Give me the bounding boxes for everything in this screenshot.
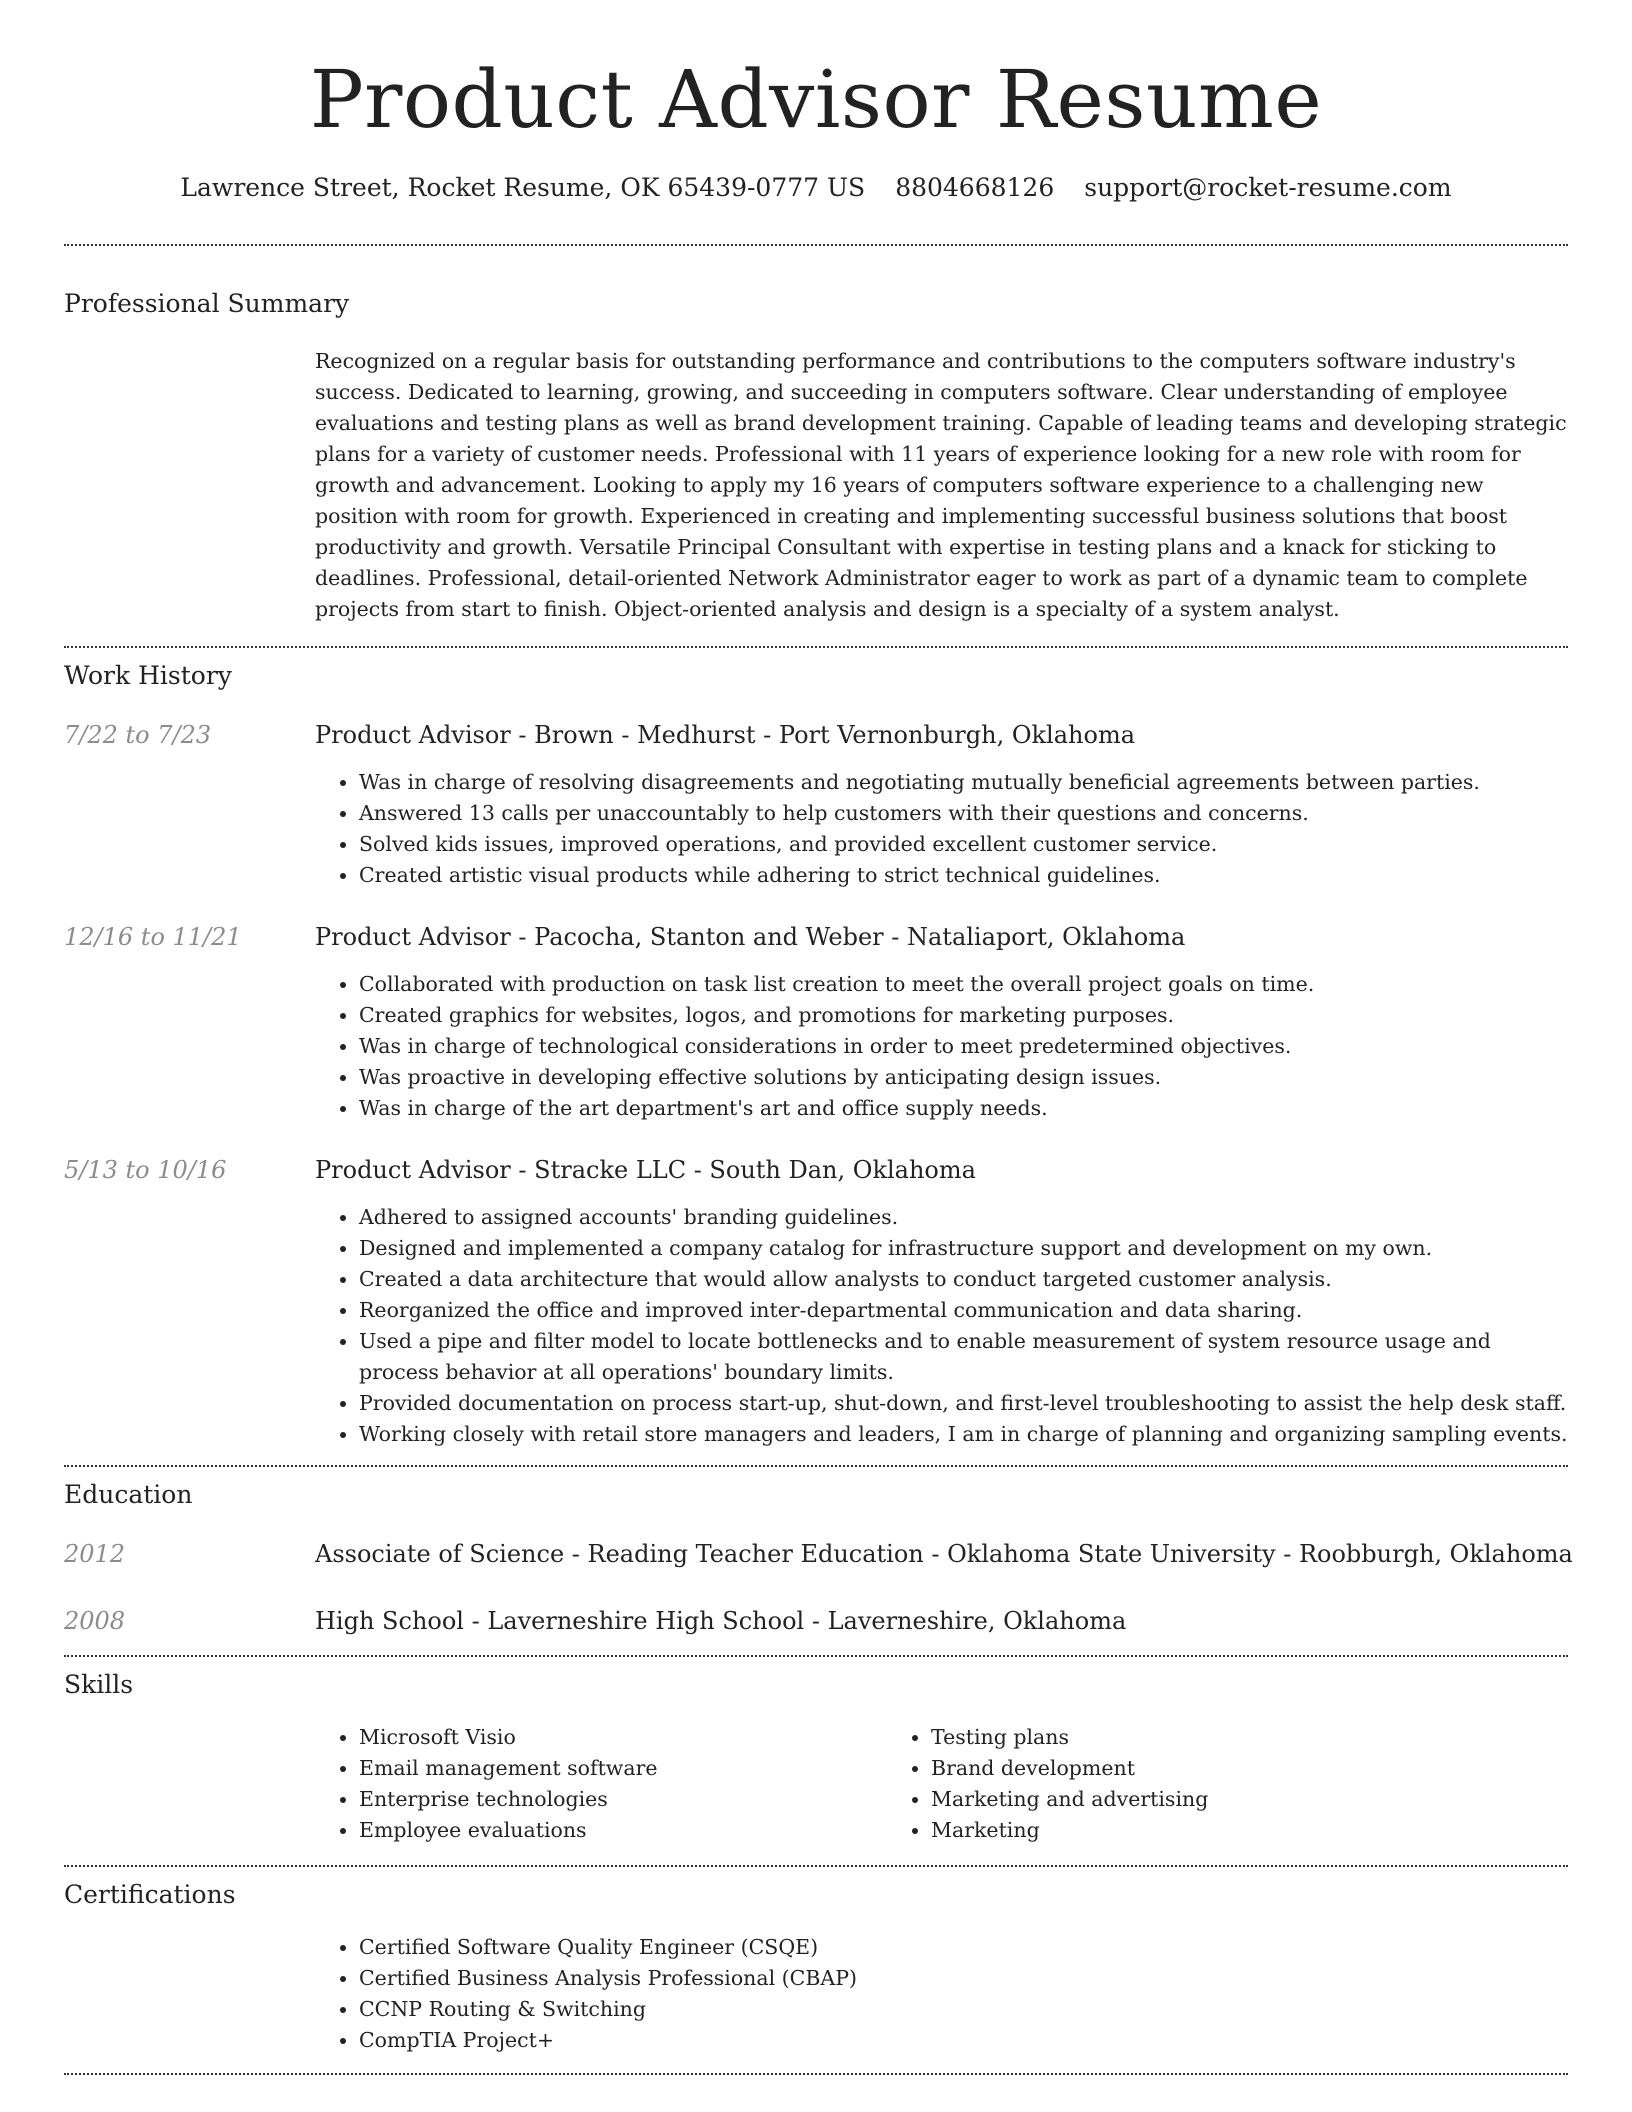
job-title: Product Advisor - Stracke LLC - South Dan, Oklahoma xyxy=(315,1156,976,1184)
job-dates: 5/13 to 10/16 xyxy=(64,1156,227,1184)
resume-page xyxy=(64,0,1573,2075)
skill-item: • Email management software xyxy=(359,1753,887,1784)
contact-address: Lawrence Street, Rocket Resume, OK 65439-0777 US xyxy=(180,173,866,202)
job-bullets xyxy=(315,767,1568,891)
contact-line xyxy=(64,170,1568,206)
job-entry xyxy=(64,920,1568,1124)
job-bullets xyxy=(315,969,1568,1124)
job-bullet: • Created a data architecture that would allow analysts to conduct targeted customer analysis. xyxy=(359,1264,1568,1295)
divider xyxy=(64,1865,1568,1867)
skills-grid xyxy=(315,1722,1568,1846)
job-dates: 7/22 to 7/23 xyxy=(64,721,212,749)
skill-item: • Employee evaluations xyxy=(359,1815,887,1846)
education-year: 2012 xyxy=(64,1540,126,1568)
job-bullet: • Adhered to assigned accounts' branding guidelines. xyxy=(359,1202,1568,1233)
education-entry xyxy=(64,1604,1568,1638)
skills-column-left xyxy=(315,1722,887,1846)
certification-item: • CCNP Routing & Switching xyxy=(359,1994,1568,2025)
skill-item: • Microsoft Visio xyxy=(359,1722,887,1753)
job-bullet: • Working closely with retail store managers and leaders, I am in charge of planning and organizing sampling events. xyxy=(359,1419,1568,1450)
skill-item: • Testing plans xyxy=(931,1722,1459,1753)
skill-item: • Marketing and advertising xyxy=(931,1784,1459,1815)
certification-item: • CompTIA Project+ xyxy=(359,2025,1568,2056)
skill-item: • Enterprise technologies xyxy=(359,1784,887,1815)
job-bullet: • Was in charge of the art department's art and office supply needs. xyxy=(359,1093,1568,1124)
section-title-work-history: Work History xyxy=(64,661,232,690)
job-dates: 12/16 to 11/21 xyxy=(64,923,242,951)
job-bullet: • Was proactive in developing effective solutions by anticipating design issues. xyxy=(359,1062,1568,1093)
job-bullet: • Answered 13 calls per unaccountably to help customers with their questions and concerns. xyxy=(359,798,1568,829)
section-title-skills: Skills xyxy=(64,1670,134,1699)
skills-column-right xyxy=(887,1722,1459,1846)
education-title: High School - Laverneshire High School - Laverneshire, Oklahoma xyxy=(315,1607,1127,1635)
divider xyxy=(64,2073,1568,2075)
job-bullet: • Created graphics for websites, logos, and promotions for marketing purposes. xyxy=(359,1000,1568,1031)
job-bullet: • Used a pipe and filter model to locate bottlenecks and to enable measurement of system resource usage and process behavior at all operations' boundary limits. xyxy=(359,1326,1568,1388)
education-entry xyxy=(64,1537,1573,1571)
certifications-list xyxy=(315,1932,1568,2056)
section-title-education: Education xyxy=(64,1480,193,1509)
job-bullet: • Provided documentation on process start-up, shut-down, and first-level troubleshooting to assist the help desk staff. xyxy=(359,1388,1568,1419)
section-title-certifications: Certifications xyxy=(64,1880,236,1909)
summary-text: Recognized on a regular basis for outstanding performance and contributions to the computers software industry's success. Dedicated to learning, growing, and succeeding in computers software. Clear understanding of employee evaluations and testing plans as well as brand development training. Capable of leading teams and developing strategic plans for a variety of customer needs. Professional with 11 years of experience looking for a new role with room for growth and advancement. Looking to apply my 16 years of computers software experience to a challenging new position with room for growth. Experienced in creating and implementing successful business solutions that boost productivity and growth. Versatile Principal Consultant with expertise in testing plans and a knack for sticking to deadlines. Professional, detail-oriented Network Administrator eager to work as part of a dynamic team to complete projects from start to finish. Object-oriented analysis and design is a specialty of a system analyst. xyxy=(315,349,1567,621)
job-title: Product Advisor - Pacocha, Stanton and Weber - Nataliaport, Oklahoma xyxy=(315,923,1186,951)
contact-phone: 8804668126 xyxy=(895,173,1055,202)
job-bullet: • Created artistic visual products while adhering to strict technical guidelines. xyxy=(359,860,1568,891)
divider xyxy=(64,1465,1568,1467)
education-title: Associate of Science - Reading Teacher Education - Oklahoma State University - Roobburgh, Oklahoma xyxy=(315,1540,1573,1568)
divider xyxy=(64,646,1568,648)
certification-item: • Certified Business Analysis Professional (CBAP) xyxy=(359,1963,1568,1994)
job-bullet: • Collaborated with production on task list creation to meet the overall project goals on time. xyxy=(359,969,1568,1000)
job-title: Product Advisor - Brown - Medhurst - Port Vernonburgh, Oklahoma xyxy=(315,721,1136,749)
job-entry xyxy=(64,1153,1568,1450)
job-bullet: • Designed and implemented a company catalog for infrastructure support and development on my own. xyxy=(359,1233,1568,1264)
job-bullet: • Was in charge of technological considerations in order to meet predetermined objectives. xyxy=(359,1031,1568,1062)
divider xyxy=(64,244,1568,246)
certification-item: • Certified Software Quality Engineer (CSQE) xyxy=(359,1932,1568,1963)
job-bullet: • Reorganized the office and improved inter-departmental communication and data sharing. xyxy=(359,1295,1568,1326)
skill-item: • Brand development xyxy=(931,1753,1459,1784)
job-entry xyxy=(64,718,1568,891)
education-year: 2008 xyxy=(64,1607,126,1635)
job-bullets xyxy=(315,1202,1568,1450)
job-bullet: • Was in charge of resolving disagreements and negotiating mutually beneficial agreements between parties. xyxy=(359,767,1568,798)
skill-item: • Marketing xyxy=(931,1815,1459,1846)
job-bullet: • Solved kids issues, improved operations, and provided excellent customer service. xyxy=(359,829,1568,860)
divider xyxy=(64,1655,1568,1657)
contact-email[interactable]: support@rocket-resume.com xyxy=(1084,173,1452,202)
resume-title: Product Advisor Resume xyxy=(309,53,1323,146)
section-title-summary: Professional Summary xyxy=(64,289,350,318)
